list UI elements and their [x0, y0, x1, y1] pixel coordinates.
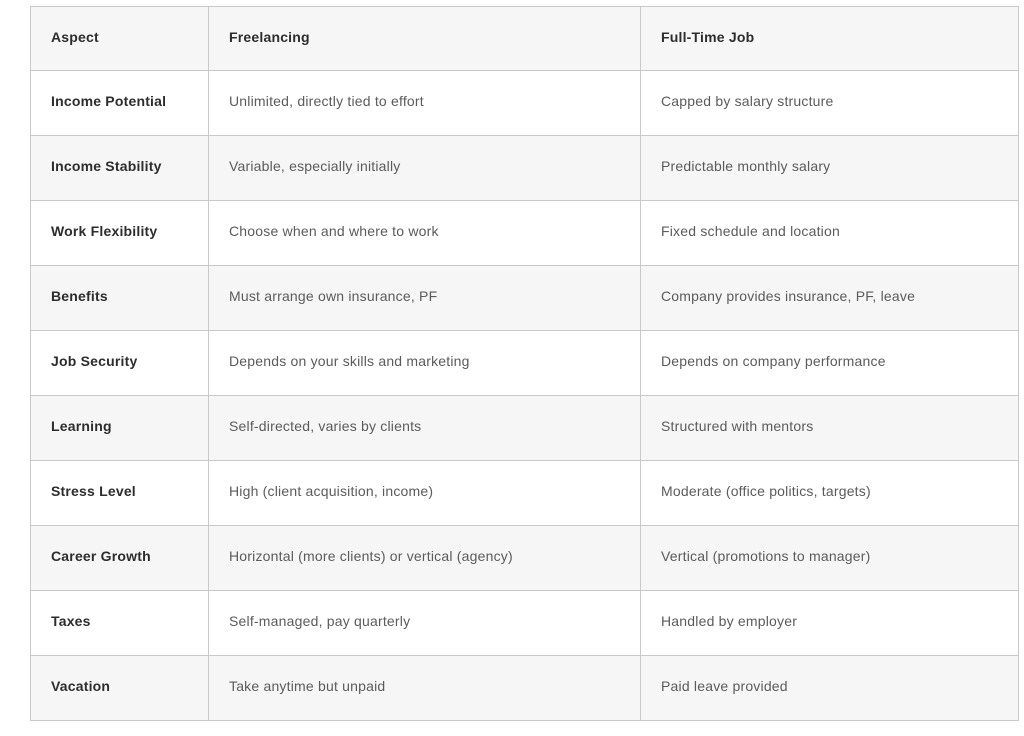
table-row — [31, 526, 1019, 591]
table-header-row — [31, 7, 1019, 71]
comparison-table-container — [30, 6, 1019, 721]
table-row — [31, 266, 1019, 331]
column-header-full-time-job: Full-Time Job — [641, 7, 1019, 71]
freelancing-cell: Take anytime but unpaid — [209, 656, 641, 721]
table-row — [31, 591, 1019, 656]
freelancing-cell: Unlimited, directly tied to effort — [209, 71, 641, 136]
aspect-cell: Benefits — [31, 266, 209, 331]
full-time-job-cell: Handled by employer — [641, 591, 1019, 656]
full-time-job-cell: Paid leave provided — [641, 656, 1019, 721]
table-row — [31, 461, 1019, 526]
table-row — [31, 136, 1019, 201]
aspect-cell: Job Security — [31, 331, 209, 396]
aspect-cell: Work Flexibility — [31, 201, 209, 266]
full-time-job-cell: Capped by salary structure — [641, 71, 1019, 136]
aspect-cell: Learning — [31, 396, 209, 461]
full-time-job-cell: Depends on company performance — [641, 331, 1019, 396]
freelancing-cell: Self-directed, varies by clients — [209, 396, 641, 461]
aspect-cell: Stress Level — [31, 461, 209, 526]
freelancing-cell: Variable, especially initially — [209, 136, 641, 201]
full-time-job-cell: Moderate (office politics, targets) — [641, 461, 1019, 526]
freelancing-cell: Choose when and where to work — [209, 201, 641, 266]
full-time-job-cell: Predictable monthly salary — [641, 136, 1019, 201]
column-header-aspect: Aspect — [31, 7, 209, 71]
full-time-job-cell: Fixed schedule and location — [641, 201, 1019, 266]
table-row — [31, 396, 1019, 461]
aspect-cell: Career Growth — [31, 526, 209, 591]
full-time-job-cell: Company provides insurance, PF, leave — [641, 266, 1019, 331]
aspect-cell: Income Potential — [31, 71, 209, 136]
table-row — [31, 71, 1019, 136]
freelancing-cell: Must arrange own insurance, PF — [209, 266, 641, 331]
aspect-cell: Vacation — [31, 656, 209, 721]
freelancing-cell: Depends on your skills and marketing — [209, 331, 641, 396]
freelancing-cell: High (client acquisition, income) — [209, 461, 641, 526]
freelancing-vs-fulltime-table — [30, 6, 1019, 721]
column-header-freelancing: Freelancing — [209, 7, 641, 71]
aspect-cell: Income Stability — [31, 136, 209, 201]
table-row — [31, 201, 1019, 266]
freelancing-cell: Self-managed, pay quarterly — [209, 591, 641, 656]
freelancing-cell: Horizontal (more clients) or vertical (agency) — [209, 526, 641, 591]
full-time-job-cell: Vertical (promotions to manager) — [641, 526, 1019, 591]
aspect-cell: Taxes — [31, 591, 209, 656]
full-time-job-cell: Structured with mentors — [641, 396, 1019, 461]
table-row — [31, 656, 1019, 721]
table-row — [31, 331, 1019, 396]
